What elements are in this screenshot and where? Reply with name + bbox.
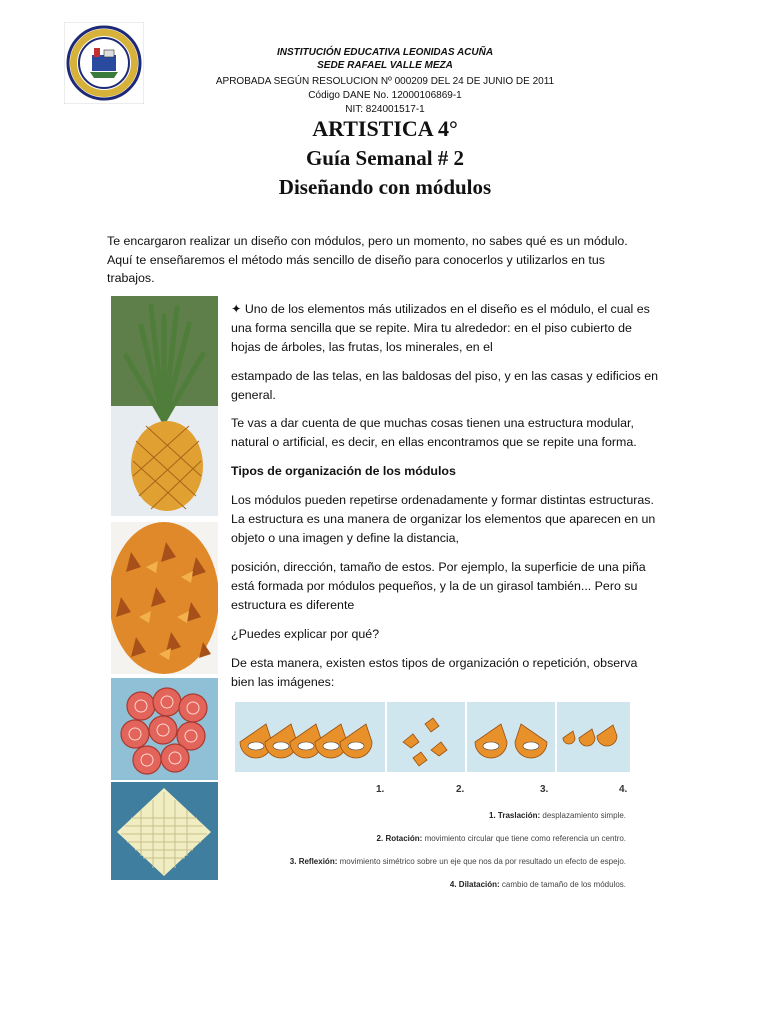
paragraph-tipos: De esta manera, existen estos tipos de organización o repetición, observa bien las imágenes: xyxy=(231,656,638,689)
pineapple-photo xyxy=(111,296,218,516)
nit-number: NIT: 824001517-1 xyxy=(345,104,425,115)
paper-tessellation-photo xyxy=(111,782,218,880)
type-reflexion xyxy=(290,857,626,866)
type-dilatacion xyxy=(450,880,626,889)
type-name: 1. Traslación: xyxy=(489,811,541,820)
type-desc: movimiento circular que tiene como referencia un centro. xyxy=(424,834,626,843)
type-name: 4. Dilatación: xyxy=(449,880,500,889)
approval-line: APROBADA SEGÚN RESOLUCION Nº 000209 DEL 24 DE JUNIO DE 2011 xyxy=(215,76,555,87)
diagram-number-1: 1. xyxy=(376,784,385,795)
dane-code: Código DANE No. 12000106869-1 xyxy=(308,90,462,101)
type-traslacion xyxy=(489,811,626,820)
intro-paragraph: Te encargaron realizar un diseño con módulos, pero un momento, no sabes qué es un módulo. Aquí te enseñaremos el método más sencillo de diseño para conocerlos y utilizarlos en tus trabajos. xyxy=(107,234,628,285)
sede-name: SEDE RAFAEL VALLE MEZA xyxy=(317,60,453,71)
diagram-number-2: 2. xyxy=(456,784,465,795)
guide-title: Guía Semanal # 2 xyxy=(305,146,465,170)
type-rotacion xyxy=(377,834,626,843)
type-desc: desplazamiento simple. xyxy=(542,811,626,820)
type-name: 2. Rotación: xyxy=(376,834,423,843)
organization-types-diagram xyxy=(235,702,630,772)
institution-name: INSTITUCIÓN EDUCATIVA LEONIDAS ACUÑA xyxy=(276,47,494,58)
paragraph-modulo: ✦ Uno de los elementos más utilizados en el diseño es el módulo, el cual es una forma sencilla que se repite. Mira tu alrededor: en el piso cubierto de hojas de árboles, las frutas, los minerales, en el xyxy=(231,302,650,354)
paragraph-repetir: Los módulos pueden repetirse ordenadamente y formar distintas estructuras. La estructura es una manera de organizar los elementos que aparecen en un objeto o una imagen y define la distancia, xyxy=(231,493,656,545)
topic-title: Diseñando con módulos xyxy=(278,175,492,199)
pineapple-texture-photo xyxy=(111,522,218,674)
question-line: ¿Puedes explicar por qué? xyxy=(231,627,380,641)
diagram-number-4: 4. xyxy=(619,784,628,795)
subject-title: ARTISTICA 4° xyxy=(312,116,458,141)
type-desc: movimiento simétrico sobre un eje que nos da por resultado un efecto de espejo. xyxy=(339,857,626,866)
type-desc: cambio de tamaño de los módulos. xyxy=(501,880,626,889)
paragraph-estructura: Te vas a dar cuenta de que muchas cosas tienen una estructura modular, natural o artificial, es decir, en ellas encontramos que se repite una forma. xyxy=(231,416,637,449)
diagram-number-3: 3. xyxy=(540,784,549,795)
type-name: 3. Reflexión: xyxy=(289,857,338,866)
paper-roses-photo xyxy=(111,678,218,780)
paragraph-posicion: posición, dirección, tamaño de estos. Por ejemplo, la superficie de una piña está formada por módulos pequeños, y la de un girasol también... Pero su estructura es diferente xyxy=(231,560,646,612)
paragraph-estampado: estampado de las telas, en las baldosas del piso, y en las casas y edificios en general. xyxy=(231,369,659,402)
school-crest-icon xyxy=(64,22,144,104)
section-heading: Tipos de organización de los módulos xyxy=(231,464,456,478)
